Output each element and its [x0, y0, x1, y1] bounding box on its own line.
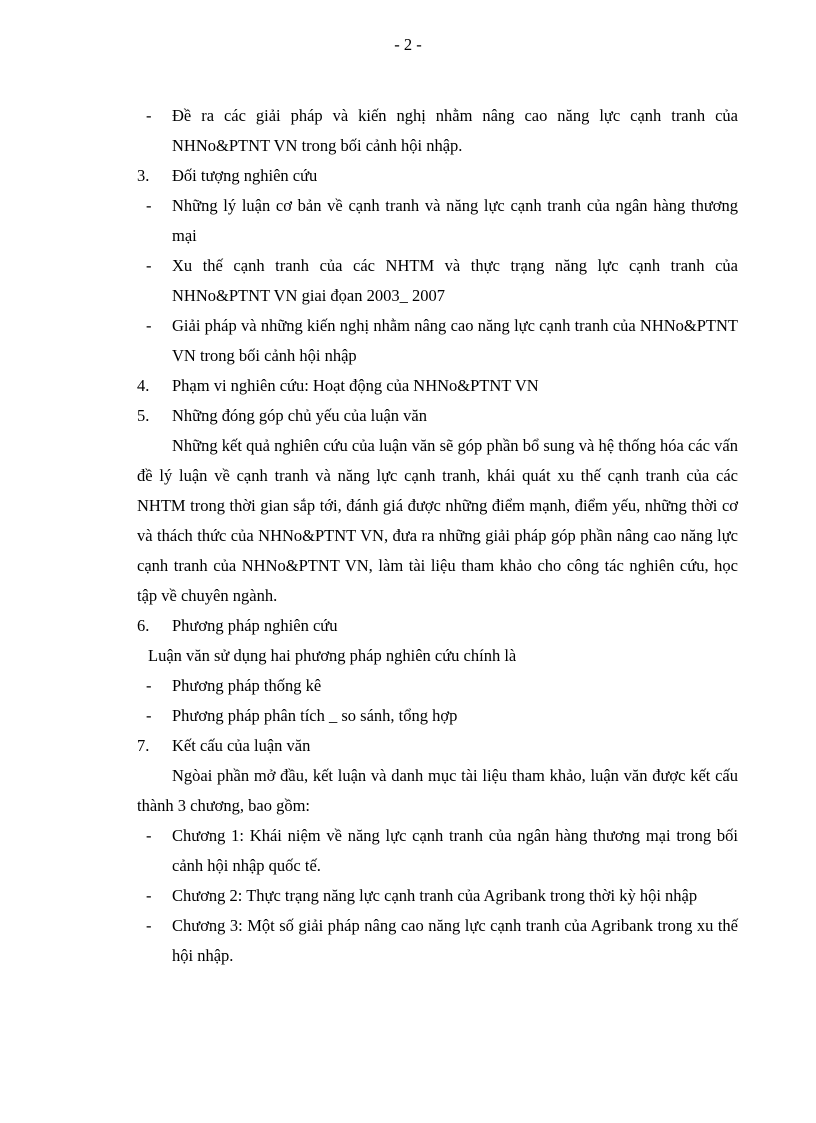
- bullet-marker: -: [146, 106, 152, 125]
- page-content: [0, 101, 816, 971]
- paragraph-text: Những kết quả nghiên cứu của luận văn sẽ góp phần bổ sung và hệ thống hóa các vấn đề lý luận về cạnh tranh và năng lực cạnh tranh, khái quát xu thế cạnh tranh của các NHTM trong thời gian sắp tới, đánh giá được những điểm mạnh, điểm yếu, những thời cơ và thách thức của NHNo&PTNT VN, đưa ra những giải pháp góp phần nâng cao năng lực cạnh tranh của NHNo&PTNT VN, làm tài liệu tham khảo cho công tác nghiên cứu, học tập về chuyên ngành.: [137, 436, 738, 605]
- section-number: 7.: [137, 736, 150, 755]
- bullet-text: Chương 1: Khái niệm về năng lực cạnh tranh của ngân hàng thương mại trong bối cảnh hội nhập quốc tế.: [172, 826, 738, 875]
- body-paragraph: [0, 431, 816, 611]
- bullet-item: [0, 911, 816, 971]
- bullet-item: [0, 701, 816, 731]
- section-heading-3: [0, 161, 816, 191]
- bullet-text: Đề ra các giải pháp và kiến nghị nhằm nâng cao năng lực cạnh tranh của NHNo&PTNT VN trong bối cảnh hội nhập.: [172, 106, 738, 155]
- bullet-text: Chương 2: Thực trạng năng lực cạnh tranh của Agribank trong thời kỳ hội nhập: [172, 886, 698, 905]
- section-title: Đối tượng nghiên cứu: [172, 166, 318, 185]
- paragraph-text: Ngòai phần mở đầu, kết luận và danh mục tài liệu tham khảo, luận văn được kết cấu thành 3 chương, bao gồm:: [137, 766, 738, 815]
- bullet-marker: -: [146, 826, 152, 845]
- section-heading-5: [0, 401, 816, 431]
- bullet-text: Phương pháp thống kê: [172, 676, 322, 695]
- section-title: Kết cấu của luận văn: [172, 736, 311, 755]
- page-number: - 2 -: [394, 35, 422, 54]
- bullet-text: Xu thế cạnh tranh của các NHTM và thực trạng năng lực cạnh tranh của NHNo&PTNT VN giai đọan 2003_ 2007: [172, 256, 738, 305]
- section-heading-7: [0, 731, 816, 761]
- bullet-text: Phương pháp phân tích _ so sánh, tổng hợp: [172, 706, 458, 725]
- bullet-item: [0, 671, 816, 701]
- bullet-marker: -: [146, 676, 152, 695]
- section-heading-4: [0, 371, 816, 401]
- bullet-marker: -: [146, 316, 152, 335]
- bullet-marker: -: [146, 256, 152, 275]
- bullet-item: [0, 101, 816, 161]
- bullet-marker: -: [146, 916, 152, 935]
- bullet-marker: -: [146, 706, 152, 725]
- bullet-text: Giải pháp và những kiến nghị nhằm nâng cao năng lực cạnh tranh của NHNo&PTNT VN trong bối cảnh hội nhập: [172, 316, 738, 365]
- bullet-marker: -: [146, 886, 152, 905]
- body-paragraph: [0, 761, 816, 821]
- section-number: 4.: [137, 376, 150, 395]
- plain-text: Luận văn sử dụng hai phương pháp nghiên cứu chính là: [148, 646, 517, 665]
- plain-line: [0, 641, 816, 671]
- bullet-item: [0, 251, 816, 311]
- section-number: 3.: [137, 166, 150, 185]
- bullet-item: [0, 881, 816, 911]
- section-heading-6: [0, 611, 816, 641]
- section-number: 5.: [137, 406, 150, 425]
- bullet-item: [0, 191, 816, 251]
- bullet-marker: -: [146, 196, 152, 215]
- section-title: Những đóng góp chủ yếu của luận văn: [172, 406, 428, 425]
- bullet-text: Những lý luận cơ bản về cạnh tranh và năng lực cạnh tranh của ngân hàng thương mại: [172, 196, 738, 245]
- bullet-item: [0, 821, 816, 881]
- bullet-text: Chương 3: Một số giải pháp nâng cao năng lực cạnh tranh của Agribank trong xu thế hội nhập.: [172, 916, 738, 965]
- section-title: Phương pháp nghiên cứu: [172, 616, 338, 635]
- bullet-item: [0, 311, 816, 371]
- section-number: 6.: [137, 616, 150, 635]
- section-title: Phạm vi nghiên cứu: Hoạt động của NHNo&PTNT VN: [172, 376, 539, 395]
